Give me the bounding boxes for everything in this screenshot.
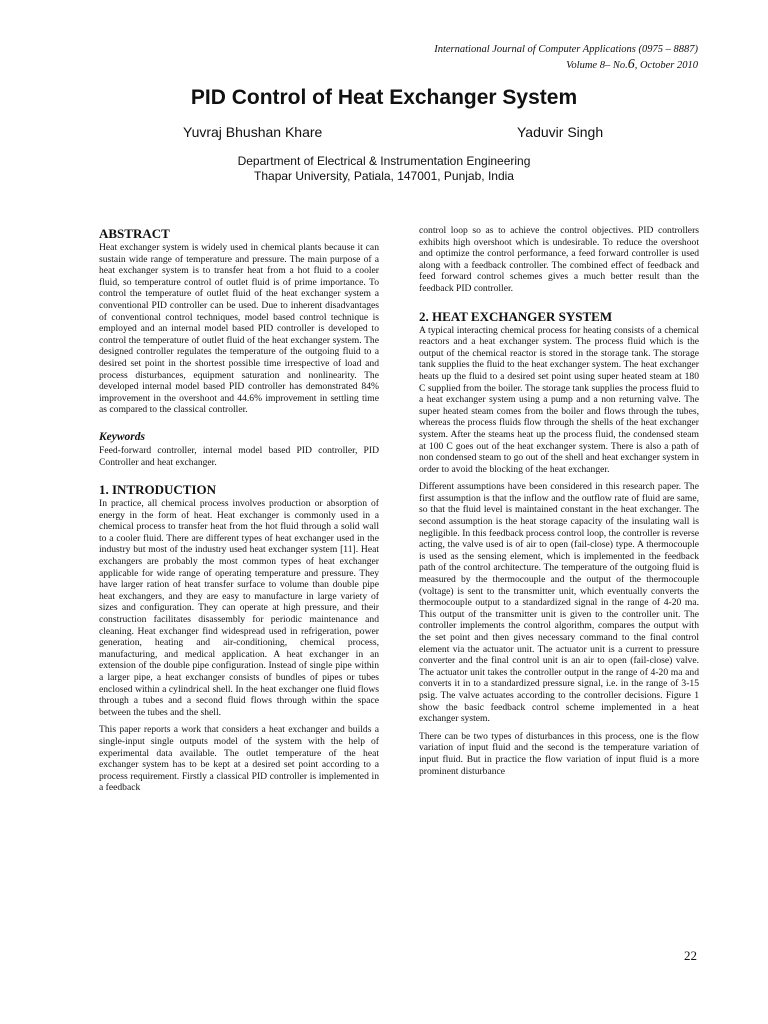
left-column: [99, 226, 379, 794]
journal-name: International Journal of Computer Applications (0975 – 8887): [434, 44, 698, 55]
page-number: 22: [684, 948, 697, 963]
spacer: [99, 468, 379, 482]
right-column: [419, 225, 699, 777]
spacer: [419, 295, 699, 309]
journal-header: [434, 42, 698, 73]
affiliation-university: Thapar University, Patiala, 147001, Punjab, India: [254, 169, 514, 183]
introduction-continuation: control loop so as to achieve the control objectives. PID controllers exhibits high overshoot which is undesirable. To reduce the overshoot and optimize the control performance, a feed forward controller is used along with a feedback controller. The combined effect of feedback and feed forward control schemes gives a much better result than the feedback PID controller.: [419, 225, 699, 294]
introduction-heading: 1. INTRODUCTION: [99, 482, 217, 498]
heat-exchanger-paragraph-3: There can be two types of disturbances in this process, one is the flow variation of input fluid and the second is the temperature variation of input fluid. But in practice the flow variation of input fluid is a more prominent disturbance: [419, 730, 699, 777]
affiliation: [0, 154, 768, 184]
author-2: Yaduvir Singh: [517, 124, 604, 140]
keywords-text: Feed-forward controller, internal model based PID controller, PID Controller and heat exchanger.: [99, 444, 379, 468]
abstract-heading: ABSTRACT: [99, 226, 170, 241]
volume-suffix: , October 2010: [634, 60, 698, 71]
volume-number: 6: [627, 57, 635, 72]
paper-title: PID Control of Heat Exchanger System: [190, 86, 578, 109]
introduction-paragraph-1: In practice, all chemical process involves production or absorption of energy in the form of heat. Heat exchanger is commonly used in a chemical process to transfer heat from the hot fluid through a solid wall to a cooler fluid. There are different types of heat exchanger used in the industry but most of the industry used heat exchanger system [11]. Heat exchangers are probably the most common types of heat exchanger applicable for wide range of operating temperature and pressure. They have larger ration of heat transfer surface to volume than double pipe heat exchangers, and they are easy to manufacture in large variety of sizes and configuration. They can operate at high pressure, and their construction facilitates disassembly for periodic maintenance and cleaning. Heat exchanger find widespread used in refrigeration, power generation, heating and air-conditioning, chemical process, manufacturing, and medical application. A heat exchanger in an extension of the double pipe configuration. Instead of single pipe within a larger pipe, a heat exchanger consists of bundles of pipes or tubes enclosed within a cylindrical shell. In the heat exchanger one fluid flows through a tubes and a second fluid flows through within the space between the tubes and the shell.: [99, 498, 379, 718]
abstract-text: Heat exchanger system is widely used in chemical plants because it can sustain wide range of temperature and pressure. The main purpose of a heat exchanger system is to transfer heat from a hot fluid to a cooler fluid, so temperature control of outlet fluid is of prime importance. To control the temperature of outlet fluid of the heat exchanger system a conventional PID controller can be used. Due to inherent disadvantages of conventional control techniques, model based control technique is employed and an internal model based PID controller is developed to control the temperature of outlet fluid of the heat exchanger system. The designed controller regulates the temperature of the outgoing fluid to a desired set point in the shortest possible time irrespective of load and process disturbances, equipment saturation and nonlinearity. The developed internal model based PID controller has demonstrated 84% improvement in the overshoot and 44.6% improvement in settling time as compared to the classical controller.: [99, 242, 379, 416]
author-1: Yuvraj Bhushan Khare: [183, 124, 323, 140]
heat-exchanger-paragraph-1: A typical interacting chemical process for heating consists of a chemical reactors and a heat exchanger system. The process fluid which is the output of the chemical reactor is stored in the storage tank. The storage tank supplies the fluid to the heat exchanger system. The heat exchanger heats up the fluid to a desired set point using super heated steam at 180 C supplied from the boiler. The storage tank supplies the process fluid to a heat exchanger system using a pump and a non returning valve. The super heated steam comes from the boiler and flows through the tubes, whereas the process fluids flow through the shells of the heat exchanger system. After the steams heat up the process fluid, the condensed steam at 100 C goes out of the heat exchanger system. There is also a path of non condensed steam to go out of the shell and heat exchanger system in order to avoid the blocking of the heat exchanger.: [419, 324, 699, 475]
heat-exchanger-paragraph-2: Different assumptions have been considered in this research paper. The first assumption is that the inflow and the outflow rate of fluid are same, so that the fluid level is maintained constant in the heat exchanger. The second assumption is the heat storage capacity of the insulating wall is negligible. In this feedback process control loop, the controller is reverse acting, the valve used is of air to open (fail-close) type. A thermocouple is used as the sensing element, which is implemented in the feedback path of the control architecture. The temperature of the outgoing fluid is measured by the thermocouple and the output of the thermocouple (voltage) is sent to the transmitter unit, which eventually converts the thermocouple output to a standardized signal in the range of 4-20 ma. This output of the transmitter unit is given to the controller unit. The controller implements the control algorithm, compares the output with the set point and then gives necessary command to the final control element via the actuator unit. The actuator unit is a current to pressure converter and the final control unit is an air to open (fail-close) valve. The actuator unit takes the controller output in the range of 4-20 ma and converts it in to a standardized pressure signal, i.e. in the range of 3-15 psig. The valve actuates according to the controller decisions. Figure 1 show the basic feedback control scheme implemented in a heat exchanger system.: [419, 481, 699, 725]
spacer: [99, 416, 379, 430]
keywords-heading: Keywords: [99, 430, 145, 443]
volume-prefix: Volume 8– No.: [566, 60, 628, 71]
volume-line: [434, 57, 698, 73]
introduction-paragraph-2: This paper reports a work that considers a heat exchanger and builds a single-input single outputs model of the system with the help of experimental data available. The outlet temperature of the heat exchanger system has to be kept at a desired set point according to a process requirement. Firstly a classical PID controller is implemented in a feedback: [99, 724, 379, 794]
affiliation-department: Department of Electrical & Instrumentation Engineering: [237, 154, 531, 168]
heat-exchanger-heading: 2. HEAT EXCHANGER SYSTEM: [419, 308, 613, 324]
